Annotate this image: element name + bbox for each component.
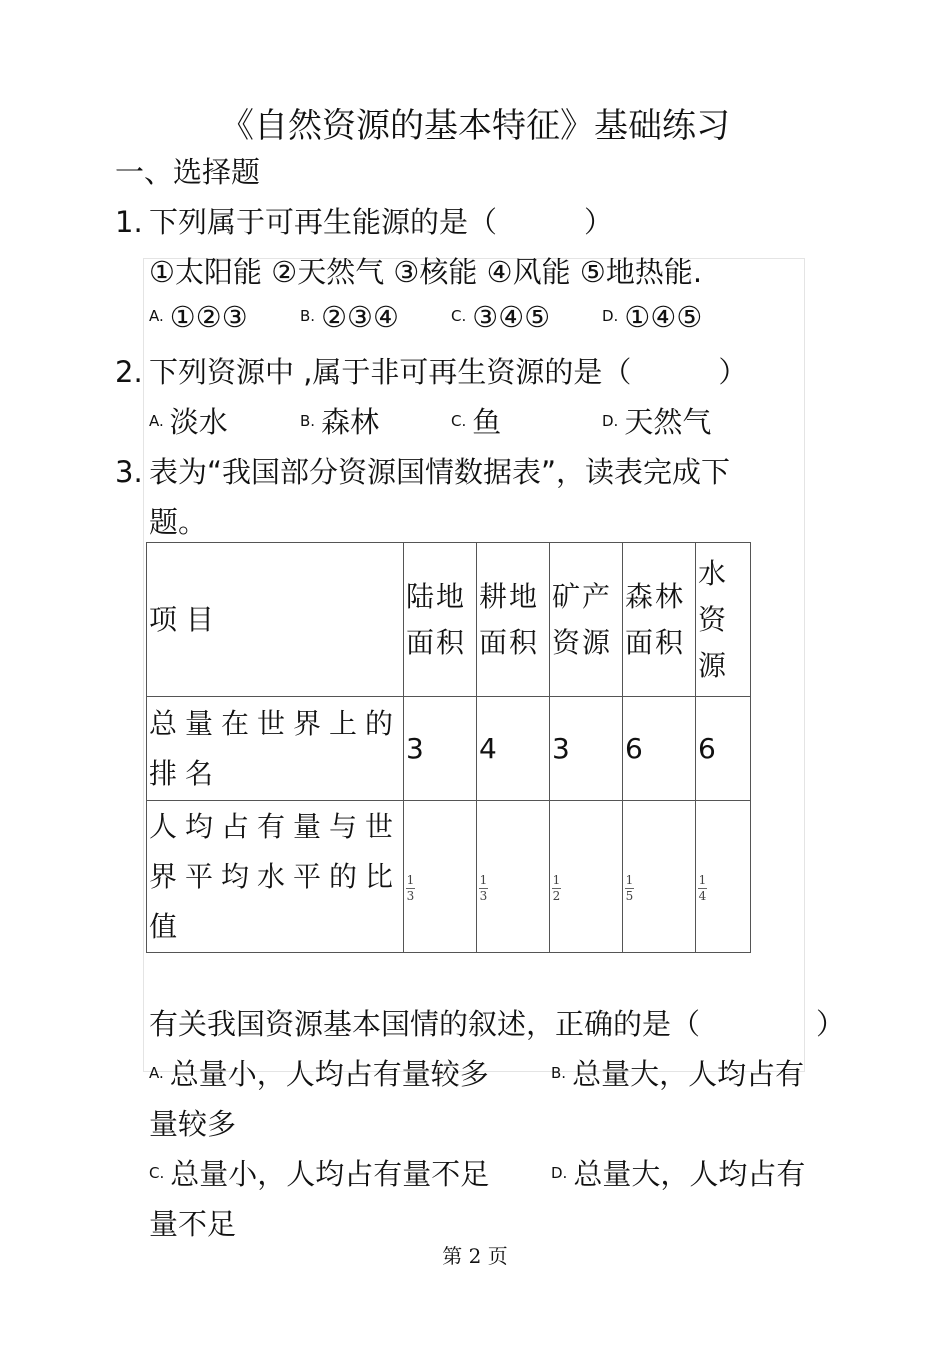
option-b[interactable]: $^{B.}$ 森林 xyxy=(300,405,380,439)
option-d-cont: 量不足 xyxy=(149,1207,237,1241)
table-cell: 6 xyxy=(696,697,751,801)
option-b[interactable]: $^{B.}$ ②③④ xyxy=(300,300,400,334)
question-3-prompt: 有关我国资源基本国情的叙述，正确的是（ ） xyxy=(149,1007,846,1041)
table-header-cell: 水资源 xyxy=(696,543,751,697)
table-header-cell: 耕地面积 xyxy=(477,543,550,697)
option-d[interactable]: $^{D.}$ 天然气 xyxy=(602,405,712,439)
table-row-label: 人均占有量与世界平均水平的比值 xyxy=(147,801,404,953)
fraction: $\frac{1}{4}$ xyxy=(698,873,707,903)
table-cell: 4 xyxy=(477,697,550,801)
option-d[interactable]: $^{D.}$ 总量大，人均占有 xyxy=(551,1157,806,1191)
question-1-items: ①太阳能 ②天然气 ③核能 ④风能 ⑤地热能. xyxy=(149,255,703,289)
option-d[interactable]: $^{D.}$ ①④⑤ xyxy=(602,300,703,334)
table-cell: 3 xyxy=(404,697,477,801)
question-stem: 表为“我国部分资源国情数据表”，读表完成下 xyxy=(149,455,731,489)
table-header-cell: 森林面积 xyxy=(623,543,696,697)
fraction: $\frac{1}{3}$ xyxy=(406,873,415,903)
option-a[interactable]: $^{A.}$ 总量小，人均占有量较多 xyxy=(149,1057,489,1091)
question-1 xyxy=(115,200,613,241)
table-header-cell: 矿产资源 xyxy=(550,543,623,697)
option-c[interactable]: $^{C.}$ 鱼 xyxy=(451,405,502,439)
table-header-row xyxy=(147,543,751,697)
table-cell xyxy=(404,801,477,953)
question-stem: 下列资源中 ,属于非可再生资源的是（ ） xyxy=(149,355,748,389)
page-title: 《自然资源的基本特征》基础练习 xyxy=(220,106,730,146)
option-b[interactable]: $^{B.}$ 总量大，人均占有 xyxy=(551,1057,805,1091)
question-3 xyxy=(115,450,730,491)
resource-data-table xyxy=(146,542,751,953)
table-cell xyxy=(623,801,696,953)
question-stem-cont: 题。 xyxy=(149,505,208,539)
table-cell xyxy=(550,801,623,953)
table-row-label: 总量在世界上的排名 xyxy=(147,697,404,801)
table-header-cell: 陆地面积 xyxy=(404,543,477,697)
question-stem: 下列属于可再生能源的是（ ） xyxy=(149,205,614,239)
question-2 xyxy=(115,350,747,391)
fraction: $\frac{1}{3}$ xyxy=(479,873,488,903)
table-row xyxy=(147,697,751,801)
fraction: $\frac{1}{5}$ xyxy=(625,873,634,903)
table-cell: 3 xyxy=(550,697,623,801)
table-cell xyxy=(696,801,751,953)
question-number: 3. xyxy=(115,455,143,489)
option-c[interactable]: $^{C.}$ ③④⑤ xyxy=(451,300,551,334)
fraction: $\frac{1}{2}$ xyxy=(552,873,561,903)
question-number: 1. xyxy=(115,205,143,239)
option-a[interactable]: $^{A.}$ ①②③ xyxy=(149,300,248,334)
table-header-cell: 项 目 xyxy=(147,543,404,697)
option-c[interactable]: $^{C.}$ 总量小，人均占有量不足 xyxy=(149,1157,490,1191)
table-cell xyxy=(477,801,550,953)
table-row xyxy=(147,801,751,953)
table-cell: 6 xyxy=(623,697,696,801)
option-b-cont: 量较多 xyxy=(149,1107,237,1141)
option-a[interactable]: $^{A.}$ 淡水 xyxy=(149,405,228,439)
question-number: 2. xyxy=(115,355,143,389)
section-heading: 一、选择题 xyxy=(115,155,261,189)
page-number: 第 2 页 xyxy=(442,1244,508,1268)
